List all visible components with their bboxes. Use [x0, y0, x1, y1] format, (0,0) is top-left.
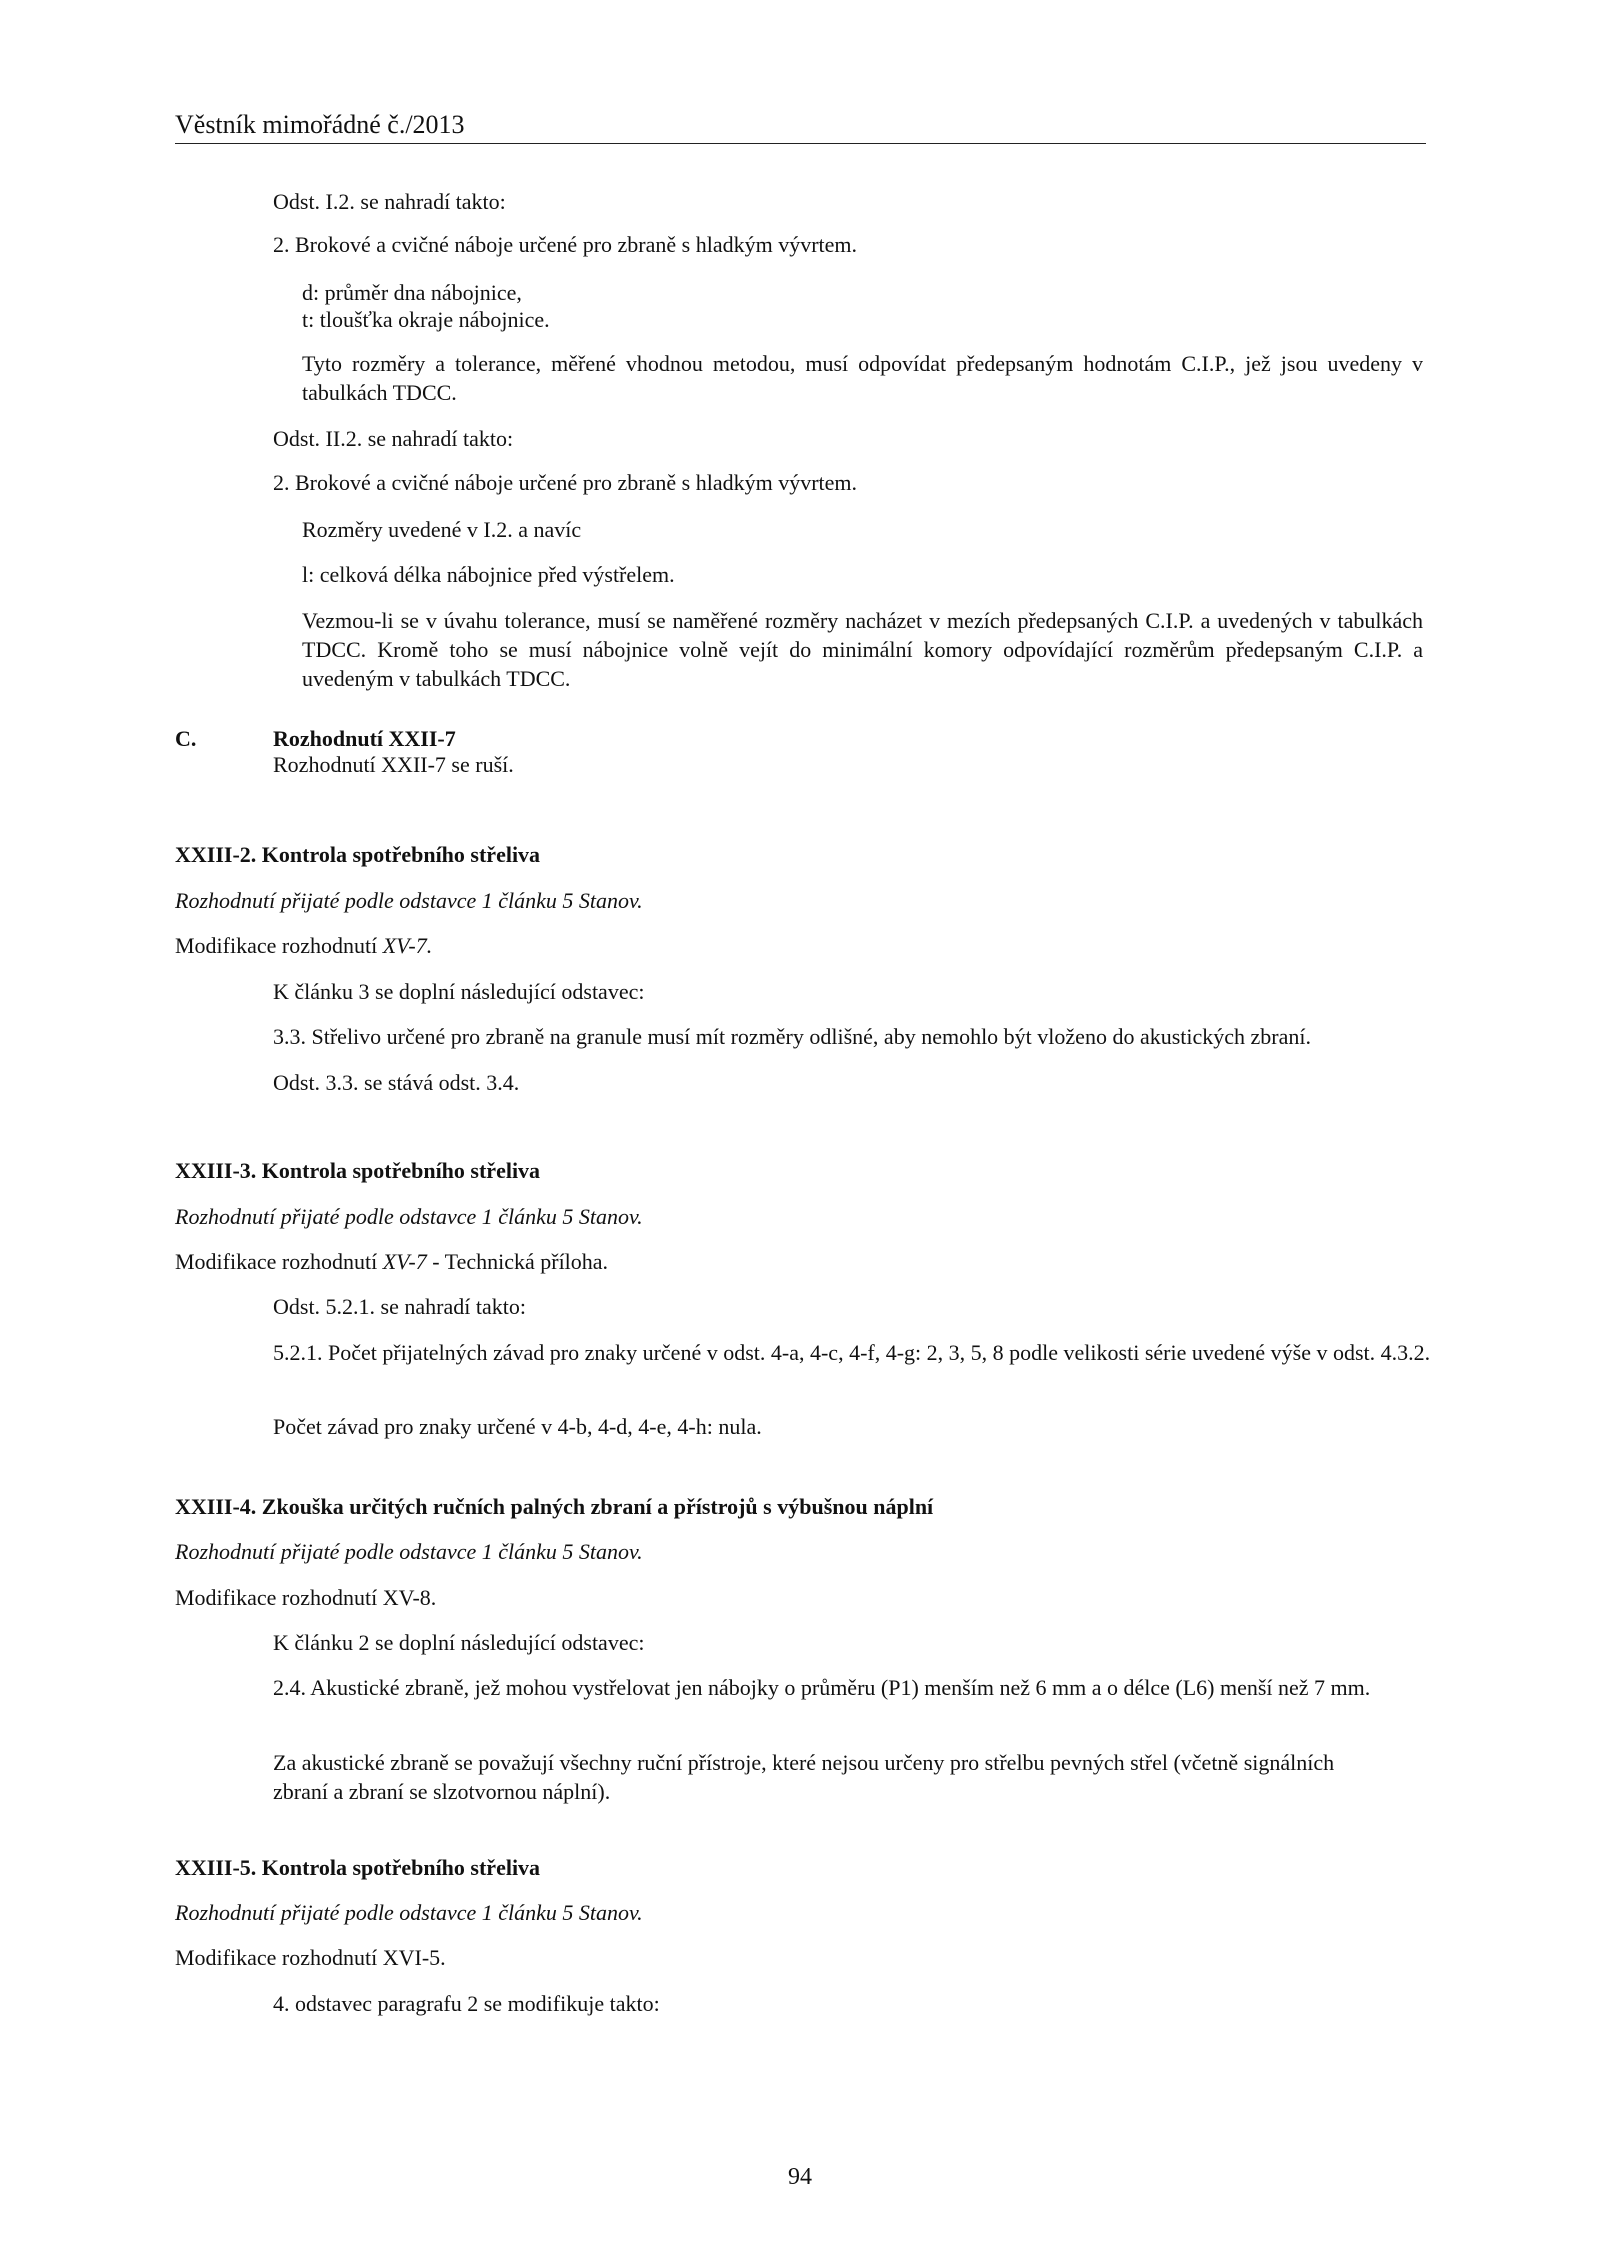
modification-prefix: Modifikace rozhodnutí [175, 1249, 383, 1274]
modification-xxiii-5: Modifikace rozhodnutí XVI-5. [175, 1945, 446, 1970]
definition-l: l: celková délka nábojnice před výstřelem. [302, 562, 675, 587]
paragraph-5-2-1: 5.2.1. Počet přijatelných závad pro znaky určené v odst. 4-a, 4-c, 4-f, 4-g: 2, 3, 5, 8 podle velikosti série uvedené výše v odst. 4.3.2. [273, 1340, 1431, 1365]
paragraph-3-3: 3.3. Střelivo určené pro zbraně na granule musí mít rozměry odlišné, aby nemohlo být vloženo do akustických zbraní. [273, 1024, 1311, 1049]
heading-xxiii-2: XXIII-2. Kontrola spotřebního střeliva [175, 842, 541, 867]
paragraph-rozmery: Rozměry uvedené v I.2. a navíc [302, 517, 582, 542]
running-header: Věstník mimořádné č./2013 [175, 110, 1426, 144]
page-number: 94 [788, 2164, 812, 2190]
paragraph-k-clanku-2: K článku 2 se doplní následující odstavec: [273, 1630, 645, 1655]
paragraph-tolerances: Tyto rozměry a tolerance, měřené vhodnou metodou, musí odpovídat předepsaným hodnotám C.I.P., jež jsou uvedeny v tabulkách TDCC. [302, 351, 1423, 405]
paragraph-brokove-naboje-2: 2. Brokové a cvičné náboje určené pro zbraně s hladkým vývrtem. [273, 470, 858, 495]
modification-xxiii-2 [175, 931, 1425, 960]
heading-xxiii-5: XXIII-5. Kontrola spotřebního střeliva [175, 1855, 541, 1880]
paragraph-k-clanku-3: K článku 3 se doplní následující odstavec: [273, 979, 645, 1004]
paragraph-odst-3-3: Odst. 3.3. se stává odst. 3.4. [273, 1070, 520, 1095]
modification-xxiii-4: Modifikace rozhodnutí XV-8. [175, 1585, 437, 1610]
section-c-text: Rozhodnutí XXII-7 se ruší. [273, 752, 514, 777]
definition-d: d: průměr dna nábojnice, [302, 280, 522, 305]
paragraph-4-odstavec: 4. odstavec paragrafu 2 se modifikuje takto: [273, 1991, 660, 2016]
paragraph-odst-5-2-1: Odst. 5.2.1. se nahradí takto: [273, 1294, 526, 1319]
subtitle-xxiii-3: Rozhodnutí přijaté podle odstavce 1 článku 5 Stanov. [175, 1204, 643, 1229]
section-c-title: Rozhodnutí XXII-7 [273, 726, 456, 751]
section-c-label: C. [175, 726, 197, 751]
paragraph-odst-i2: Odst. I.2. se nahradí takto: [273, 189, 506, 214]
paragraph-vezmou-li: Vezmou-li se v úvahu tolerance, musí se naměřené rozměry nacházet v mezích předepsaných C.I.P. a uvedených v tabulkách TDCC. Kromě toho se musí nábojnice volně vejít do minimální komory odpovídající rozměrům předepsaným C.I.P. a uvedeným v tabulkách TDCC. [302, 608, 1423, 691]
heading-xxiii-3: XXIII-3. Kontrola spotřebního střeliva [175, 1158, 541, 1183]
heading-xxiii-4: XXIII-4. Zkouška určitých ručních palných zbraní a přístrojů s výbušnou náplní [175, 1494, 934, 1519]
modification-xxiii-3 [175, 1247, 1425, 1276]
paragraph-brokove-naboje-1: 2. Brokové a cvičné náboje určené pro zbraně s hladkým vývrtem. [273, 232, 858, 257]
definition-t: t: tloušťka okraje nábojnice. [302, 307, 550, 332]
paragraph-pocet-zavad: Počet závad pro znaky určené v 4-b, 4-d, 4-e, 4-h: nula. [273, 1414, 762, 1439]
paragraph-akusticke-zbrane: Za akustické zbraně se považují všechny ruční přístroje, které nejsou určeny pro střelbu pevných střel (včetně signálních zbraní a zbraní se slzotvornou náplní). [273, 1750, 1335, 1804]
subtitle-xxiii-5: Rozhodnutí přijaté podle odstavce 1 článku 5 Stanov. [175, 1900, 643, 1925]
paragraph-2-4: 2.4. Akustické zbraně, jež mohou vystřelovat jen nábojky o průměru (P1) menším než 6 mm a o délce (L6) menší než 7 mm. [273, 1675, 1371, 1700]
paragraph-odst-ii2: Odst. II.2. se nahradí takto: [273, 426, 514, 451]
modification-reference: XV-7 [382, 1249, 427, 1274]
subtitle-xxiii-4: Rozhodnutí přijaté podle odstavce 1 článku 5 Stanov. [175, 1539, 643, 1564]
modification-prefix: Modifikace rozhodnutí [175, 933, 383, 958]
modification-reference: XV-7. [382, 933, 433, 958]
modification-suffix: - Technická příloha. [426, 1249, 609, 1274]
subtitle-xxiii-2: Rozhodnutí přijaté podle odstavce 1 článku 5 Stanov. [175, 888, 643, 913]
